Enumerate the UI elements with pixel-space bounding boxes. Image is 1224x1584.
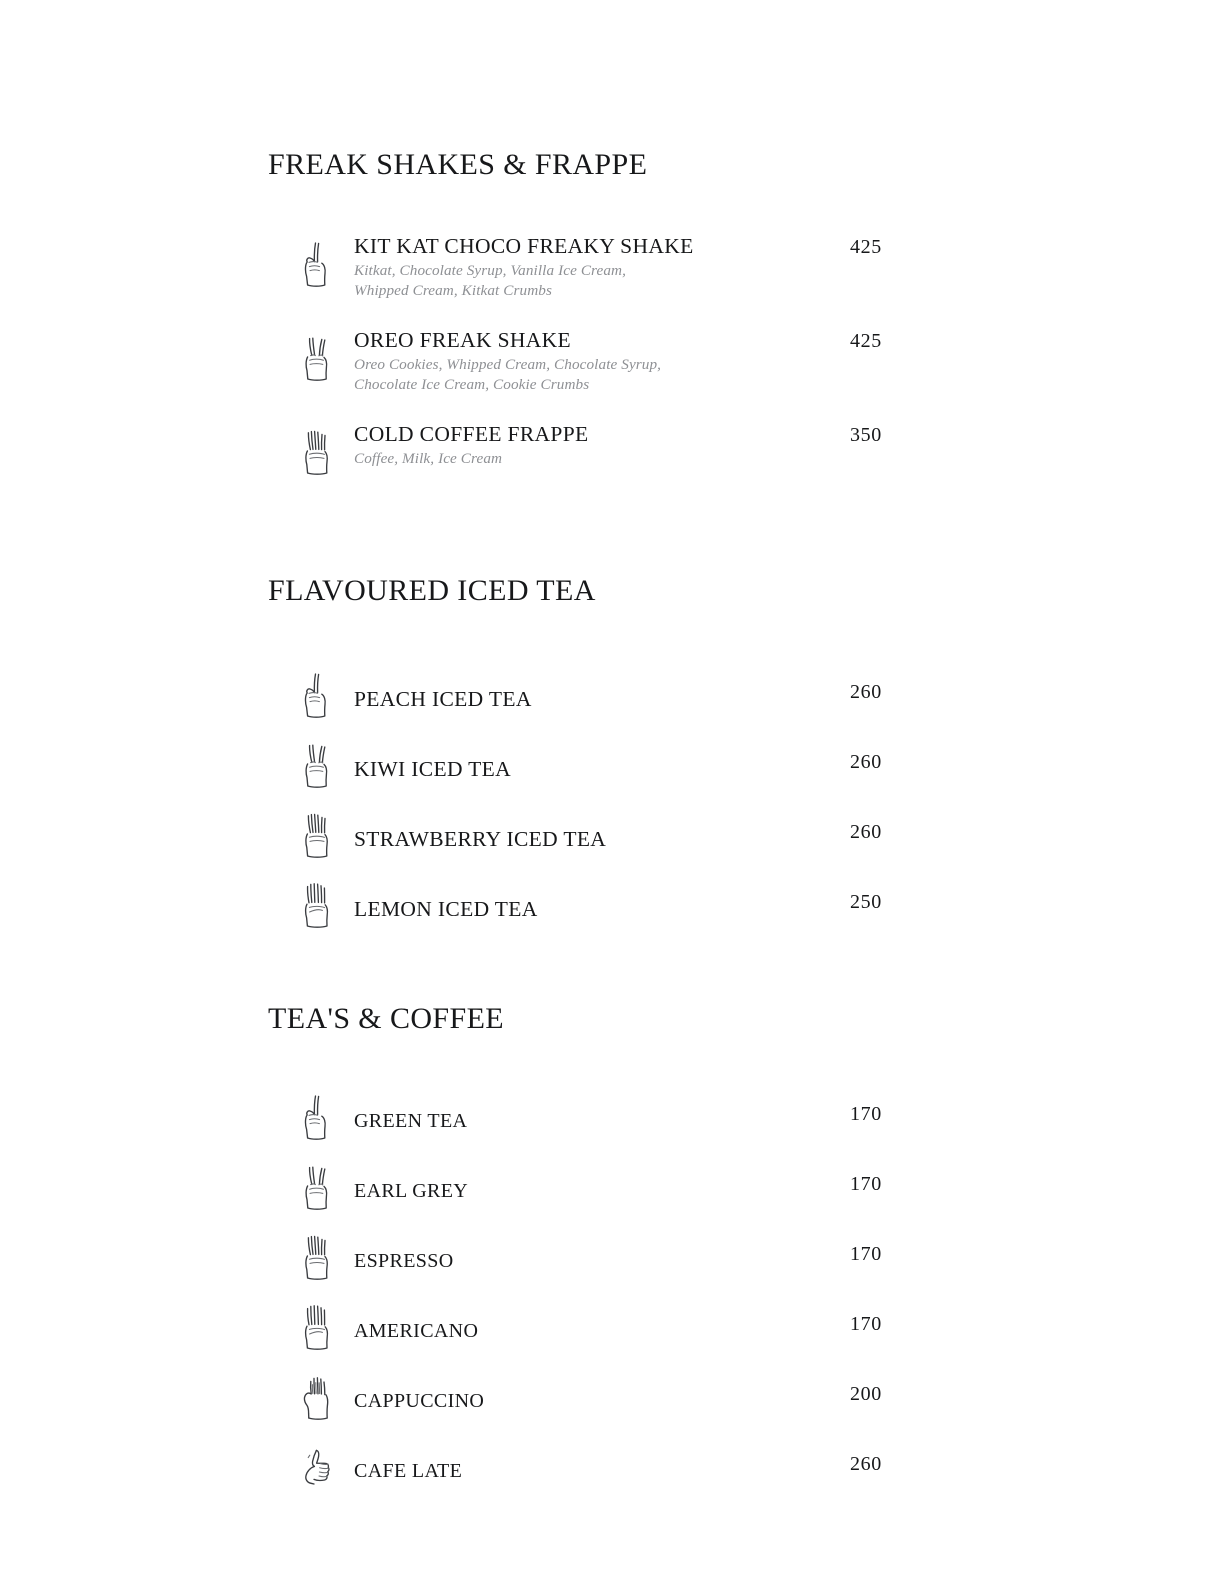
- menu-item[interactable]: [0, 1296, 1224, 1366]
- menu-item-price: 170: [850, 1313, 882, 1335]
- hand-three-fingers-icon: [296, 1229, 338, 1281]
- hand-three-fingers-icon: [296, 424, 338, 476]
- menu-item-name: GREEN TEA: [354, 1110, 468, 1132]
- menu-section-freak-shakes-frappe: [0, 0, 1224, 516]
- menu-item[interactable]: [0, 422, 1224, 516]
- menu-item[interactable]: [0, 1366, 1224, 1436]
- menu-item-body: [296, 883, 924, 935]
- menu-section-flavoured-iced-tea: [0, 516, 1224, 944]
- section-title-teas-and-coffee: TEA'S & COFFEE: [268, 1002, 505, 1035]
- menu-item[interactable]: [0, 1436, 1224, 1506]
- menu-item-name: ESPRESSO: [354, 1250, 454, 1272]
- menu-item-description-line: Chocolate Ice Cream, Cookie Crumbs: [354, 375, 590, 393]
- menu-item-body: [296, 1375, 924, 1427]
- menu-item-price: 170: [850, 1243, 882, 1265]
- hand-two-fingers-icon: [296, 1159, 338, 1211]
- section-title-freak-shakes-frappe: FREAK SHAKES & FRAPPE: [268, 148, 648, 181]
- menu-item-description: [354, 261, 924, 301]
- menu-item-price: 350: [850, 424, 882, 446]
- menu-item-body: [296, 234, 924, 301]
- menu-item-name: KIWI ICED TEA: [354, 757, 512, 781]
- menu-item-price: 425: [850, 236, 882, 258]
- menu-item-name: COLD COFFEE FRAPPE: [354, 422, 589, 446]
- menu-item-description: [354, 449, 924, 469]
- menu-item-description-line: Whipped Cream, Kitkat Crumbs: [354, 281, 552, 299]
- menu-item-list-freak-shakes-frappe: [0, 234, 1224, 516]
- menu-item-name: OREO FREAK SHAKE: [354, 328, 572, 352]
- menu-item[interactable]: [0, 804, 1224, 874]
- menu-item-body: [296, 1235, 924, 1287]
- menu-item-price: 260: [850, 821, 882, 843]
- menu-item-price: 200: [850, 1383, 882, 1405]
- menu-item-body: [296, 1305, 924, 1357]
- hand-four-fingers-icon: [296, 1299, 338, 1351]
- hand-two-fingers-icon: [296, 737, 338, 789]
- menu-item-list-flavoured-iced-tea: [0, 664, 1224, 944]
- menu-item-name: PEACH ICED TEA: [354, 687, 532, 711]
- menu-item-name: KIT KAT CHOCO FREAKY SHAKE: [354, 234, 694, 258]
- hand-thumbs-up-icon: [296, 1439, 338, 1491]
- menu-item-body: [296, 743, 924, 795]
- menu-item-body: [296, 1165, 924, 1217]
- menu-item-price: 260: [850, 1453, 882, 1475]
- menu-item[interactable]: [0, 734, 1224, 804]
- hand-one-finger-icon: [296, 236, 338, 288]
- menu-item-list-teas-and-coffee: [0, 1086, 1224, 1506]
- menu-item-price: 260: [850, 681, 882, 703]
- menu-item-price: 260: [850, 751, 882, 773]
- section-title-flavoured-iced-tea: FLAVOURED ICED TEA: [268, 574, 596, 607]
- menu-item-body: [296, 813, 924, 865]
- menu-item[interactable]: [0, 328, 1224, 422]
- menu-item-price: 170: [850, 1173, 882, 1195]
- hand-three-fingers-icon: [296, 807, 338, 859]
- hand-open-palm-icon: [296, 1369, 338, 1421]
- hand-one-finger-icon: [296, 667, 338, 719]
- menu-item[interactable]: [0, 1226, 1224, 1296]
- menu-item-name: LEMON ICED TEA: [354, 897, 538, 921]
- menu-item[interactable]: [0, 1086, 1224, 1156]
- menu-item-name: AMERICANO: [354, 1320, 479, 1342]
- menu-item-body: [296, 328, 924, 395]
- menu-section-teas-and-coffee: [0, 944, 1224, 1506]
- menu-item-name: CAFE LATE: [354, 1460, 463, 1482]
- hand-two-fingers-icon: [296, 330, 338, 382]
- menu-item-body: [296, 1445, 924, 1497]
- menu-item-body: [296, 422, 924, 469]
- menu-item[interactable]: [0, 1156, 1224, 1226]
- menu-item-name: EARL GREY: [354, 1180, 469, 1202]
- menu-item-description-line: Coffee, Milk, Ice Cream: [354, 450, 503, 468]
- menu-item-price: 250: [850, 891, 882, 913]
- hand-four-fingers-icon: [296, 877, 338, 929]
- menu-item-description-line: Oreo Cookies, Whipped Cream, Chocolate Syrup,: [354, 356, 662, 374]
- menu-item-price: 425: [850, 330, 882, 352]
- menu-item-description: [354, 355, 924, 395]
- menu-item-price: 170: [850, 1103, 882, 1125]
- menu-item[interactable]: [0, 664, 1224, 734]
- menu-item[interactable]: [0, 234, 1224, 328]
- menu-item-description-line: Kitkat, Chocolate Syrup, Vanilla Ice Cream,: [354, 262, 627, 280]
- menu-item-name: STRAWBERRY ICED TEA: [354, 827, 607, 851]
- hand-one-finger-icon: [296, 1089, 338, 1141]
- menu-item-name: CAPPUCCINO: [354, 1390, 485, 1412]
- menu-item[interactable]: [0, 874, 1224, 944]
- menu-item-body: [296, 673, 924, 725]
- menu-item-body: [296, 1095, 924, 1147]
